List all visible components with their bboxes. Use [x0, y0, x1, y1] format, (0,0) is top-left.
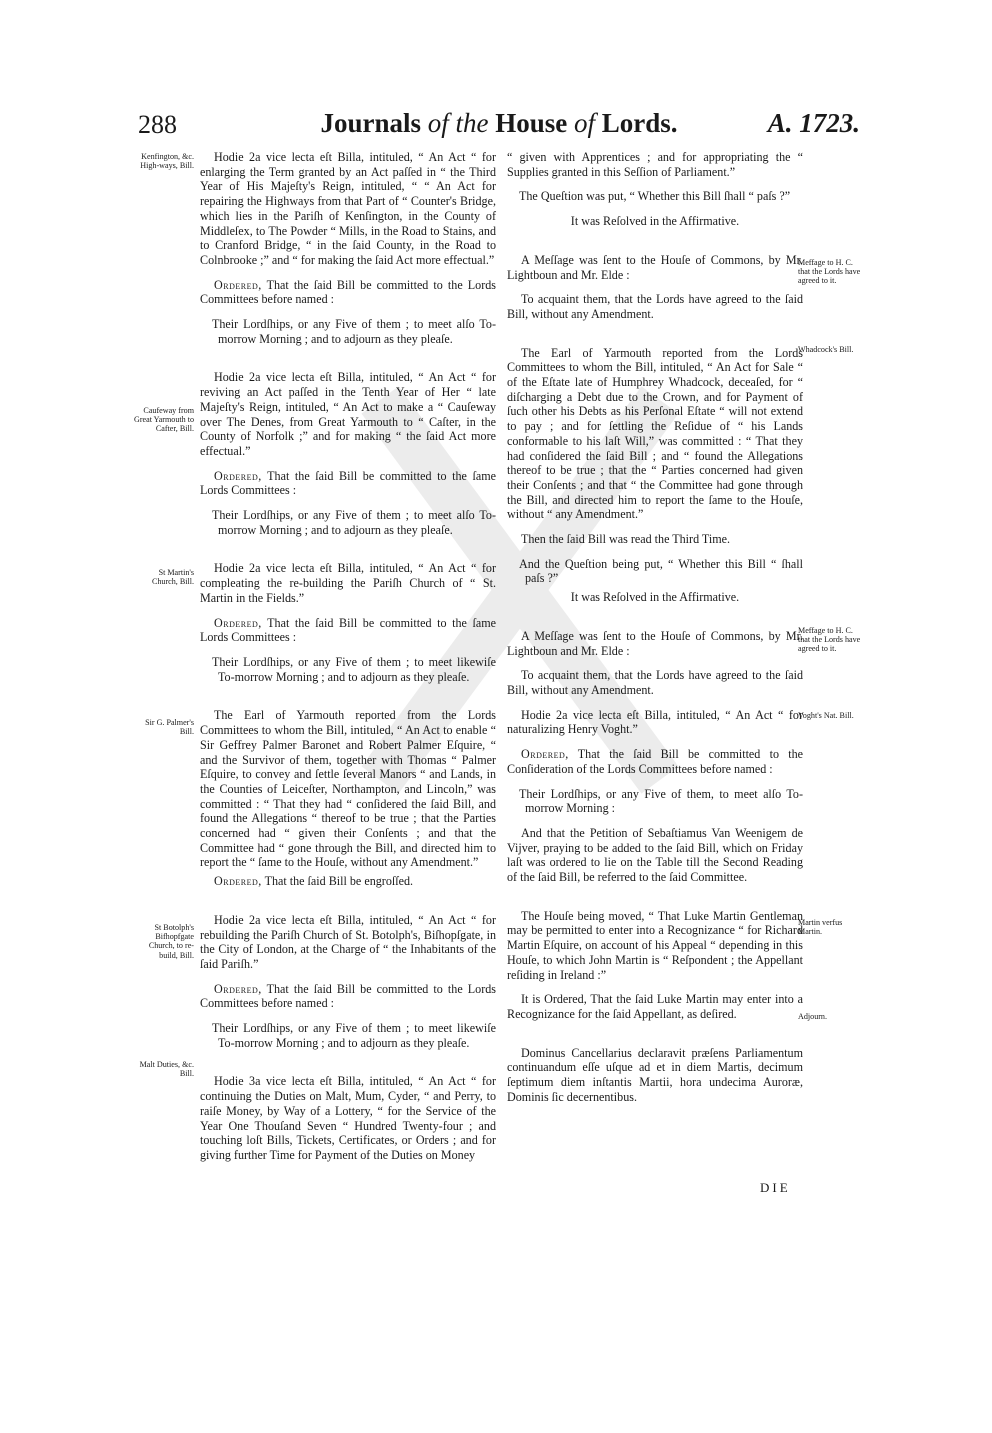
st-botolph-meet: Their Lordſhips, or any Five of them ; to meet likewiſe To-morrow Morning ; and to adjourn as they pleaſe. [212, 1021, 496, 1050]
page-header [138, 108, 860, 148]
st-martins-bill: Hodie 2a vice lecta eſt Billa, intituled, “ An Act “ for compleating the re-building the Pariſh Church of “ St. Martin in the Fields.” [200, 561, 496, 605]
st-botolph-bill: Hodie 2a vice lecta eſt Billa, intituled, “ An Act “ for rebuilding the Pariſh Church of St. Botolph's, Biſhopſgate, in the City of London, at the Charge of “ the Inhabitants of the ſaid Pariſh.” [200, 912, 496, 971]
margin-note-whadcock: Whadcock's Bill. [798, 345, 854, 354]
palmer-order [200, 874, 496, 889]
martin-order [507, 992, 803, 1021]
st-botolph-order [200, 982, 496, 1011]
catchword: DIE [760, 1180, 791, 1195]
order-lead: Ordered, [214, 468, 262, 483]
year: A. 1723. [767, 108, 860, 138]
adjournment: Dominus Cancellarius declaravit præſens Parliamentum continuandum eſſe uſque ad et in diem Martis, decimum ſeptimum diem inſtantis Martii, hora undecima Auroræ, Dominis ſic decernentibus. [507, 1045, 803, 1104]
voght-bill: Hodie 2a vice lecta eſt Billa, intituled, “ An Act “ for naturalizing Henry Voght.” [507, 707, 803, 737]
margin-note-message2: Meffage to H. C. that the Lords have agreed to it. [798, 626, 861, 654]
order-text: That the ſaid Bill be committed to the ſame Lords Committees : [200, 615, 496, 645]
whadcock-report: The Earl of Yarmouth reported from the Lords Committees to whom the Bill, intituled, “ An Act for Sale “ of the Eſtate late of Humphrey Whadcock, deceaſed, for “ diſcharging a Debt due to the Crown, and for Payment of ſuch other his Debts as his Perſonal Eſtate “ will not extend to pay ; and for ſettling the Reſidue of “ his Lands conformable to his laſt Will,” was committed : “ That they had conſidered the ſaid Bill ; and “ found the Allegations thereof to be true ; that the “ Parties concerned had given their Conſents ; and that “ the Committee had gone through the Bill, and directed him to report the ſame to the Houſe, without “ any Amendment.” [507, 345, 803, 522]
margin-note-adjourn: Adjourn. [798, 1012, 827, 1021]
order-lead: Ordered, [521, 747, 569, 762]
van-weenigem-petition: And that the Petition of Sebaſtiamus Van Weenigem de Vijver, praying to be added to the ſaid Bill, which on Friday laſt was ordered to lie on the Table till the Second Reading of the ſaid Bill, be referred to the ſaid Committee. [507, 825, 803, 885]
voght-order [507, 747, 803, 776]
message-2: A Meſſage was ſent to the Houſe of Commons, by Mr. Lightboun and Mr. Elde : [507, 628, 803, 658]
order-text: That the ſaid Luke Martin may enter into a Recognizance for the ſaid Appellant, as deſired. [507, 992, 803, 1021]
third-reading: Then the ſaid Bill was read the Third Time. [521, 532, 731, 547]
question-1: The Queſtion was put, “ Whether this Bill ſhall “ paſs ?” [519, 189, 791, 204]
resolved-1: It was Reſolved in the Affirmative. [570, 214, 740, 229]
order-text: That the ſaid Bill be committed to the Lords Committees before named : [200, 277, 496, 307]
order-lead: Ordered, [214, 615, 262, 630]
title-of-the: of the [427, 108, 489, 138]
margin-note-st-botolph: St Botolph's Bifhopfgate Church, to re-build, Bill. [148, 923, 194, 960]
title-house: House [495, 108, 568, 138]
acquaint-2: To acquaint them, that the Lords have agreed to the ſaid Bill, without any Amendment. [507, 668, 803, 697]
causeway-meet: Their Lordſhips, or any Five of them ; to meet alſo To-morrow Morning ; and to adjourn as they pleaſe. [212, 508, 496, 537]
order-lead: Ordered, [214, 874, 262, 889]
order-lead: Ordered, [214, 981, 262, 996]
left-column [200, 150, 496, 1163]
resolved-2: It was Reſolved in the Affirmative. [570, 590, 740, 605]
causeway-order [200, 469, 496, 498]
title-journals: Journals [320, 108, 421, 138]
margin-note-kensington: Kenfington, &c. High-ways, Bill. [140, 152, 194, 171]
order-text: That the ſaid Bill be committed to the ſame Lords Committees : [200, 468, 496, 498]
kensington-meet: Their Lordſhips, or any Five of them ; to meet alſo To-morrow Morning ; and to adjourn as they pleaſe. [212, 317, 496, 346]
voght-meet: Their Lordſhips, or any Five of them, to meet alſo To-morrow Morning : [519, 786, 803, 816]
order-text: That the ſaid Bill be engroſſed. [264, 874, 414, 889]
kensington-order [200, 278, 496, 307]
margin-note-causeway: Caufeway from Great Yarmouth to Cafter, Bill. [133, 406, 194, 434]
martin-motion: The Houſe being moved, “ That Luke Martin Gentleman may be permitted to enter into a Recognizance “ for Richard Martin Eſquire, on account of his Appeal “ depending in this Houſe, to which John Martin is “ Reſpondent ; the Appellant reſiding in Ireland :” [507, 908, 803, 982]
st-martins-meet: Their Lordſhips, or any Five of them ; to meet likewiſe To-morrow Morning ; and to adjourn as they pleaſe. [212, 654, 496, 684]
margin-note-st-martins: St Martin's Church, Bill. [151, 568, 194, 587]
order-text: That the ſaid Bill be committed to the Lords Committees before named : [200, 981, 496, 1011]
malt-bill-continued: “ given with Apprentices ; and for appropriating the “ Supplies granted in this Seſſion of Parliament.” [507, 150, 803, 179]
title-of: of [574, 108, 596, 138]
margin-note-palmer: Sir G. Palmer's Bill. [145, 718, 194, 737]
page-number: 288 [138, 110, 177, 139]
causeway-bill: Hodie 2a vice lecta eſt Billa, intituled, “ An Act “ for reviving an Act paſſed in the Tenth Year of Her “ late Majeſty's Reign, intituled, “ An Act to make a “ Cauſeway over The Denes, from Great Yarmouth to “ Caſter, in the County of Norfolk ;” and for making “ the ſaid Act more effectual.” [200, 370, 496, 458]
margin-note-voght: Voght's Nat. Bill. [798, 711, 854, 720]
right-column [507, 150, 803, 1104]
margin-note-martin: Martin verfus Martin. [798, 918, 843, 937]
acquaint-1: To acquaint them, that the Lords have agreed to the ſaid Bill, without any Amendment. [507, 292, 803, 321]
message-1: A Meſſage was ſent to the Houſe of Commons, by Mr. Lightboun and Mr. Elde : [507, 252, 803, 282]
running-title [138, 108, 860, 139]
order-lead: Ordered, [214, 277, 262, 292]
margin-note-malt: Malt Duties, &c. Bill. [139, 1060, 194, 1079]
margin-note-message1: Meffage to H. C. that the Lords have agreed to it. [798, 258, 861, 286]
question-2: And the Queſtion being put, “ Whether this Bill “ ſhall paſs ?” [519, 556, 803, 586]
order-lead: It is Ordered, [521, 992, 587, 1007]
palmer-report: The Earl of Yarmouth reported from the Lords Committees to whom the Bill, intituled, “ An Act to enable “ Sir Geffrey Palmer Baronet and Robert Palmer Eſquire, “ and the Survivor of them, together with Thomas “ Palmer Eſquire, to convey and ſettle ſeveral Manors “ and Lands, in the Counties of Leiceſter, Northampton, and Lincoln,” was committed : “ That they had “ conſidered the ſaid Bill, and found the Allegations “ thereof to be true ; that the Parties concerned had “ given their Conſents ; and that the Committee had “ gone through the Bill, and directed him to report the “ ſame to the Houſe, without any Amendment.” [200, 708, 496, 870]
order-text: That the ſaid Bill be committed to the Conſideration of the Lords Committees before named : [507, 747, 804, 776]
malt-bill: Hodie 3a vice lecta eſt Billa, intituled, “ An Act “ for continuing the Duties on Malt, Mum, Cyder, “ and Perry, to raiſe Money, by Way of a Lottery, “ for the Service of the Year One Thouſand Seven “ Hundred Twenty-four ; and touching loſt Bills, Tickets, Certificates, or Orders ; and for giving further Time for Payment of the Duties on Money [200, 1074, 496, 1162]
kensington-bill: Hodie 2a vice lecta eſt Billa, intituled, “ An Act “ for enlarging the Term granted by an Act paſſed in “ the Third Year of His Majeſty's Reign, intituled, “ “ An Act for repairing the Highways from that Part of “ Counter's Bridge, which lies in the Pariſh of Kenſington, in the County of Middleſex, to The Powder “ Mills, in the Road to Stains, and to Cranford Bridge, “ in the ſaid County, in the Road to Colnbrooke ;” and “ for making the ſaid Act more effectual.” [200, 150, 496, 267]
title-lords: Lords. [601, 108, 678, 138]
st-martins-order [200, 616, 496, 645]
